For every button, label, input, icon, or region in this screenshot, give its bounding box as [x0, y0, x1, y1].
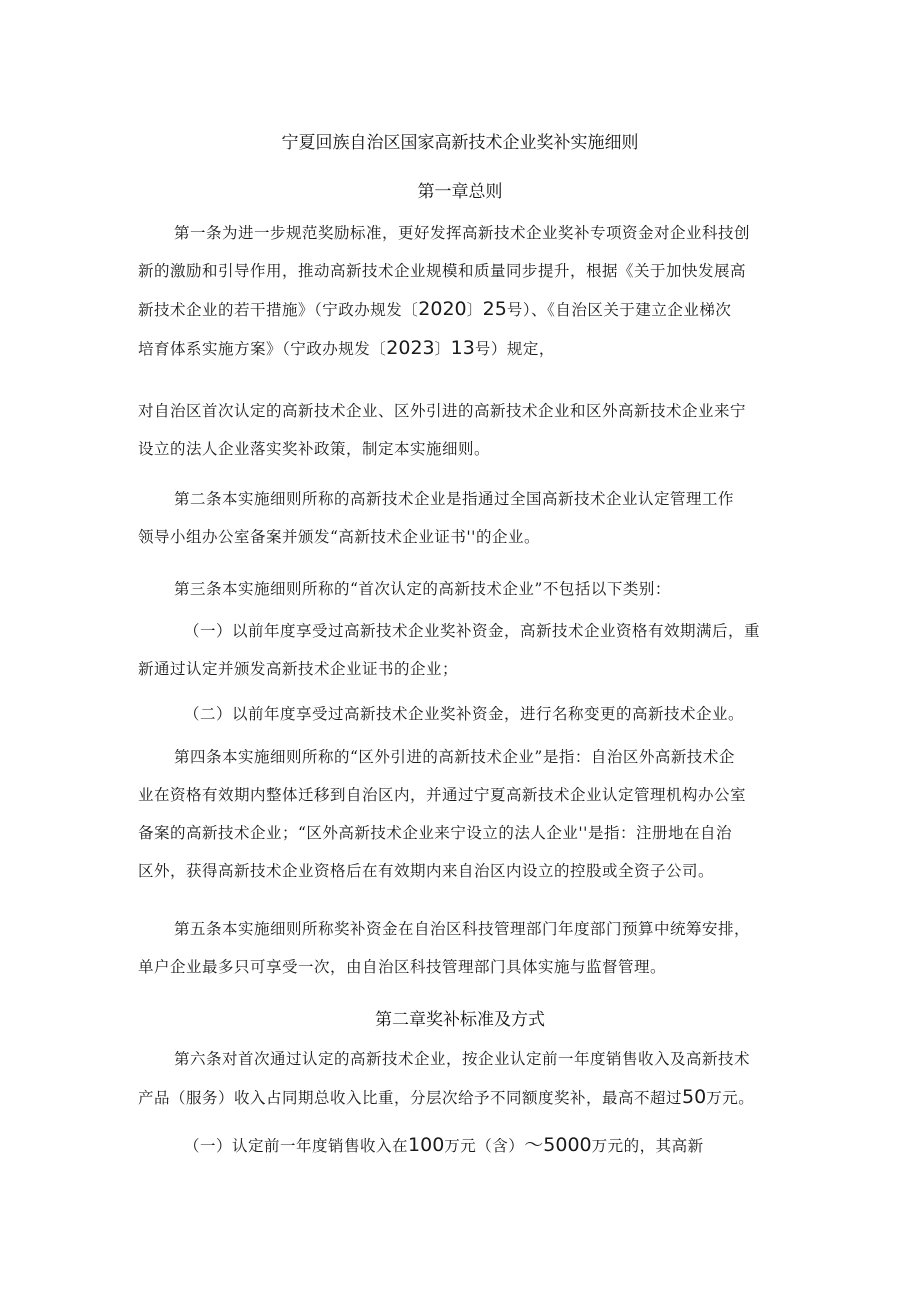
article-3	[138, 570, 788, 608]
article-2-line-1: 第二条本实施细则所称的高新技术企业是指通过全国高新技术企业认定管理工作	[174, 490, 735, 508]
article-3-item-2-line-1: （二）以前年度享受过高新技术企业奖补资金，进行名称变更的高新技术企业。	[184, 705, 745, 723]
document-title: 宁夏回族自治区国家高新技术企业奖补实施细则	[281, 133, 639, 153]
article-1-line-4: 培育体系实施方案》（宁政办规发〔2023〕13号）规定，	[138, 337, 555, 359]
chapter-1-heading: 第一章总则	[417, 182, 503, 202]
article-6-line-1: 第六条对首次通过认定的高新技术企业，按企业认定前一年度销售收入及高新技术	[174, 1050, 751, 1068]
article-1	[138, 214, 788, 368]
article-1-continued	[138, 392, 788, 468]
article-5-line-1: 第五条本实施细则所称奖补资金在自治区科技管理部门年度部门预算中统筹安排，	[174, 920, 751, 938]
chapter-2-heading: 第二章奖补标准及方式	[375, 1010, 545, 1030]
article-1-line-1: 第一条为进一步规范奖励标准，更好发挥高新技术企业奖补专项资金对企业科技创	[174, 224, 751, 242]
article-3-item-2	[138, 695, 788, 733]
article-2-line-2: 领导小组办公室备案并颁发“高新技术企业证书''的企业。	[138, 528, 540, 546]
article-3-line-1: 第三条本实施细则所称的“首次认定的高新技术企业”不包括以下类别：	[174, 580, 671, 598]
article-4	[138, 738, 788, 890]
article-6-item-1	[138, 1126, 788, 1165]
article-1-line-2: 新的激励和引导作用，推动高新技术企业规模和质量同步提升，根据《关于加快发展高	[138, 262, 747, 280]
article-1-line-6: 设立的法人企业落实奖补政策，制定本实施细则。	[138, 440, 491, 458]
article-1-line-5: 对自治区首次认定的高新技术企业、区外引进的高新技术企业和区外高新技术企业来宁	[138, 402, 747, 420]
article-4-line-2: 业在资格有效期内整体迁移到自治区内，并通过宁夏高新技术企业认定管理机构办公室	[138, 786, 747, 804]
article-3-item-1-line-1: （一）以前年度享受过高新技术企业奖补资金，高新技术企业资格有效期满后，重	[184, 622, 761, 640]
article-4-line-4: 区外，获得高新技术企业资格后在有效期内来自治区内设立的控股或全资子公司。	[138, 862, 715, 880]
article-1-line-3: 新技术企业的若干措施》（宁政办规发〔2020〕25号）、《自治区关于建立企业梯次	[138, 298, 732, 320]
article-3-item-1-line-2: 新通过认定并颁发高新技术企业证书的企业；	[138, 660, 459, 678]
article-6-item-1-line-1: （一）认定前一年度销售收入在100万元（含）～5000万元的，其高新	[184, 1134, 704, 1156]
article-6	[138, 1040, 788, 1117]
article-3-item-1	[138, 612, 788, 688]
article-6-line-2: 产品（服务）收入占同期总收入比重，分层次给予不同额度奖补，最高不超过50万元。	[138, 1086, 755, 1108]
article-4-line-1: 第四条本实施细则所称的“区外引进的高新技术企业”是指：自治区外高新技术企	[174, 748, 735, 766]
article-2	[138, 480, 788, 556]
article-5	[138, 910, 788, 986]
article-4-line-3: 备案的高新技术企业；“区外高新技术企业来宁设立的法人企业''是指：注册地在自治	[138, 824, 732, 842]
article-5-line-2: 单户企业最多只可享受一次，由自治区科技管理部门具体实施与监督管理。	[138, 958, 667, 976]
